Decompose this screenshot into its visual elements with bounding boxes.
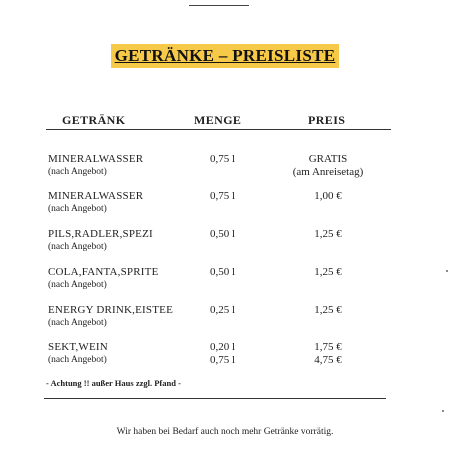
column-header-quantity: MENGE (194, 113, 242, 127)
drink-name: COLA,FANTA,SPRITE (48, 266, 159, 278)
scan-speck (442, 410, 444, 412)
drink-note: (nach Angebot) (48, 318, 107, 328)
column-header-price: PREIS (308, 113, 346, 127)
drink-price: 1,25 € (314, 228, 342, 240)
drink-price-note: (am Anreisetag) (292, 166, 364, 178)
table-header (46, 113, 391, 130)
drink-price: 1,25 € (314, 266, 342, 278)
drink-quantity: 0,75 l (210, 190, 236, 202)
drink-quantity: 0,75 l (210, 153, 236, 165)
drink-quantity: 0,20 l (210, 341, 236, 353)
drink-name: PILS,RADLER,SPEZI (48, 228, 153, 240)
drink-name: MINERALWASSER (48, 153, 144, 165)
drink-price-second: 4,75 € (314, 354, 342, 366)
drink-price: GRATIS (308, 153, 348, 165)
footer-text: Wir haben bei Bedarf auch noch mehr Getränke vorrätig. (116, 427, 334, 437)
drink-quantity-second: 0,75 l (210, 354, 236, 366)
list-item (48, 266, 388, 300)
drink-quantity: 0,50 l (210, 266, 236, 278)
drink-note: (nach Angebot) (48, 242, 107, 252)
column-header-drink: GETRÄNK (62, 113, 126, 127)
drink-name: ENERGY DRINK,EISTEE (48, 304, 173, 316)
drink-quantity: 0,25 l (210, 304, 236, 316)
list-item (48, 341, 388, 375)
drink-price: 1,25 € (314, 304, 342, 316)
drink-price: 1,75 € (314, 341, 342, 353)
drink-note: (nach Angebot) (48, 280, 107, 290)
list-item (48, 190, 388, 224)
top-divider (189, 5, 249, 6)
drink-note: (nach Angebot) (48, 355, 107, 365)
drink-name: SEKT,WEIN (48, 341, 108, 353)
scan-speck (446, 270, 448, 272)
drink-note: (nach Angebot) (48, 167, 107, 177)
list-item (48, 228, 388, 262)
bottom-divider (44, 398, 386, 399)
page-title: GETRÄNKE – PREISLISTE (111, 44, 340, 68)
drink-price: 1,00 € (314, 190, 342, 202)
deposit-note: - Achtung !! außer Haus zzgl. Pfand - (46, 378, 181, 388)
title-container (0, 44, 450, 68)
list-item (48, 153, 388, 187)
drink-quantity: 0,50 l (210, 228, 236, 240)
drink-note: (nach Angebot) (48, 204, 107, 214)
drink-name: MINERALWASSER (48, 190, 144, 202)
list-item (48, 304, 388, 338)
